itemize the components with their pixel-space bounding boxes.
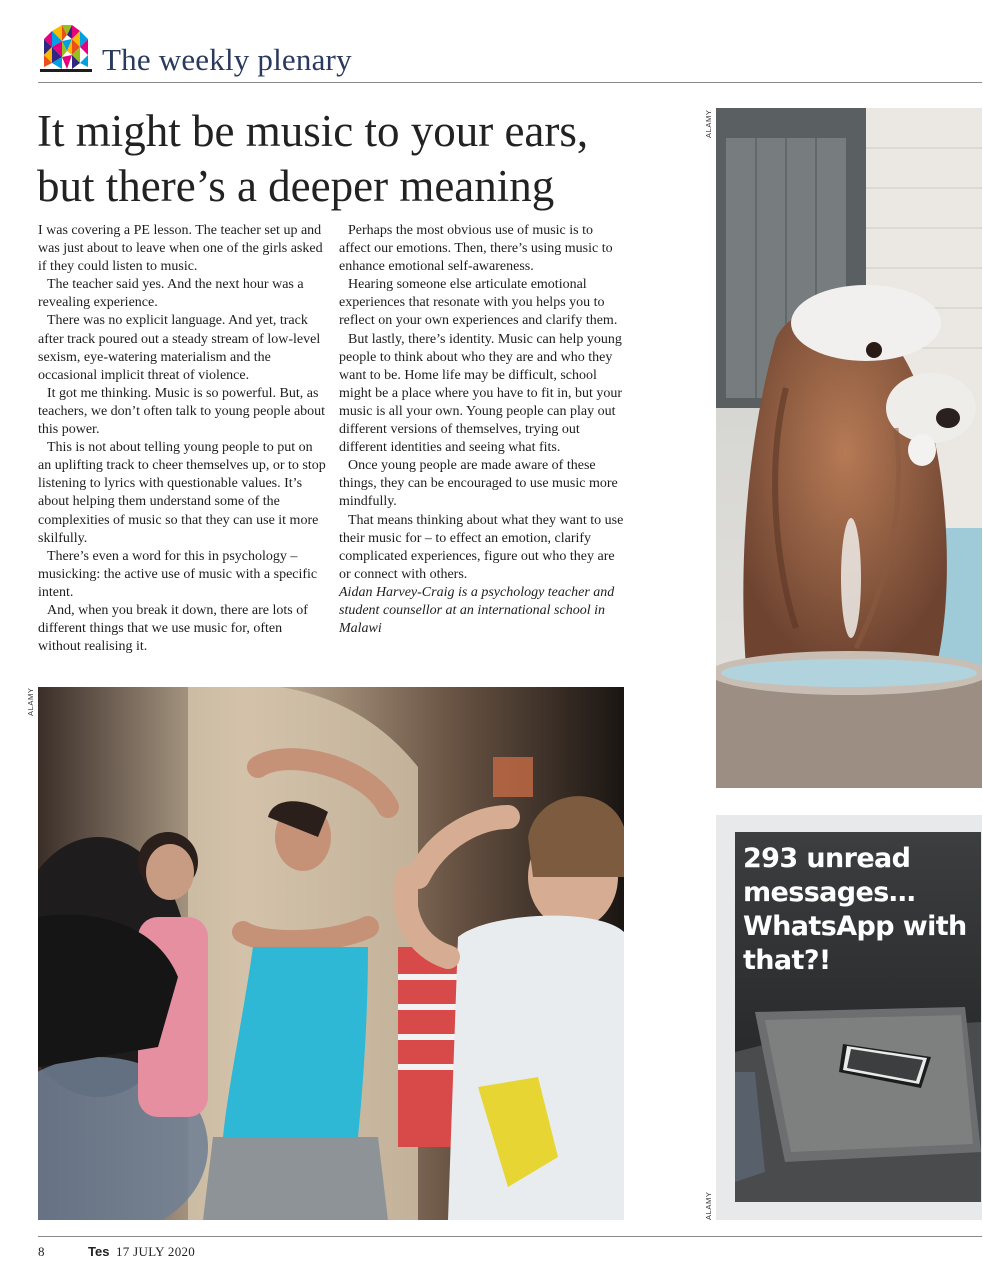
promo-panel[interactable]	[716, 815, 982, 1220]
photo-credit: ALAMY	[26, 687, 35, 716]
photo-credit: ALAMY	[704, 109, 713, 138]
dog-bath-photo	[716, 108, 982, 788]
paragraph: It got me thinking. Music is so powerful. But, as teachers, we don’t often talk to young people about this power.	[38, 385, 326, 438]
paragraph: Perhaps the most obvious use of music is to affect our emotions. Then, there’s using music to enhance emotional self-awareness.	[339, 223, 613, 275]
tes-logo-icon	[38, 19, 94, 75]
section-title: The weekly plenary	[102, 42, 352, 77]
author-byline: Aidan Harvey-Craig is a psychology teacher and student counsellor at an international school in Malawi	[339, 584, 615, 637]
dance-class-photo	[38, 687, 624, 1220]
paragraph: And, when you break it down, there are lots of different things that we use music for, often without realising it.	[38, 602, 308, 655]
article-column-2	[339, 222, 627, 638]
paragraph: There was no explicit language. And yet, track after track poured out a steady stream of low-level sexism, eye-watering materialism and the occasional implicit threat of violence.	[38, 313, 321, 383]
promo-headline[interactable]: 293 unread messages… WhatsApp with that?!	[743, 843, 967, 976]
photo-credit: ALAMY	[704, 1191, 713, 1220]
article-headline	[37, 104, 677, 214]
issue-date: 17 JULY 2020	[116, 1244, 196, 1259]
promo-image[interactable]	[735, 832, 981, 1202]
paragraph: I was covering a PE lesson. The teacher set up and was just about to leave when one of the girls asked if they could listen to music.	[38, 223, 323, 275]
headline-line-1: It might be music to your ears,	[37, 106, 589, 156]
footer-divider	[38, 1236, 982, 1237]
headline-line-2: but there’s a deeper meaning	[37, 161, 555, 211]
page-number: 8	[38, 1244, 45, 1259]
paragraph: This is not about telling young people to put on an uplifting track to cheer themselves up, or to stop listening to lyrics with questionable values. It’s about helping them understand some of the complexities of music so that they can use it more skilfully.	[38, 440, 326, 546]
article-column-1	[38, 222, 326, 656]
publication-name: Tes	[88, 1244, 110, 1259]
header-divider	[38, 82, 982, 83]
paragraph: The teacher said yes. And the next hour was a revealing experience.	[38, 277, 304, 311]
paragraph: There’s even a word for this in psychology – musicking: the active use of music with a specific intent.	[38, 548, 318, 600]
paragraph: Hearing someone else articulate emotional experiences that resonate with you helps you to reflect on your own experiences and clarify them.	[339, 277, 618, 329]
paragraph: But lastly, there’s identity. Music can help young people to think about who they are and who they want to be. Home life may be difficult, school might be a place where you have to fit in, but your music is all your own. Young people can play out different versions of themselves, trying out different identities and seeing what fits.	[339, 331, 623, 456]
paragraph: Once young people are made aware of these things, they can be encouraged to use music more mindfully.	[339, 458, 618, 510]
paragraph: That means thinking about what they want to use their music for – to effect an emotion, clarify complicated experiences, figure out who they are or connect with others.	[339, 512, 624, 582]
